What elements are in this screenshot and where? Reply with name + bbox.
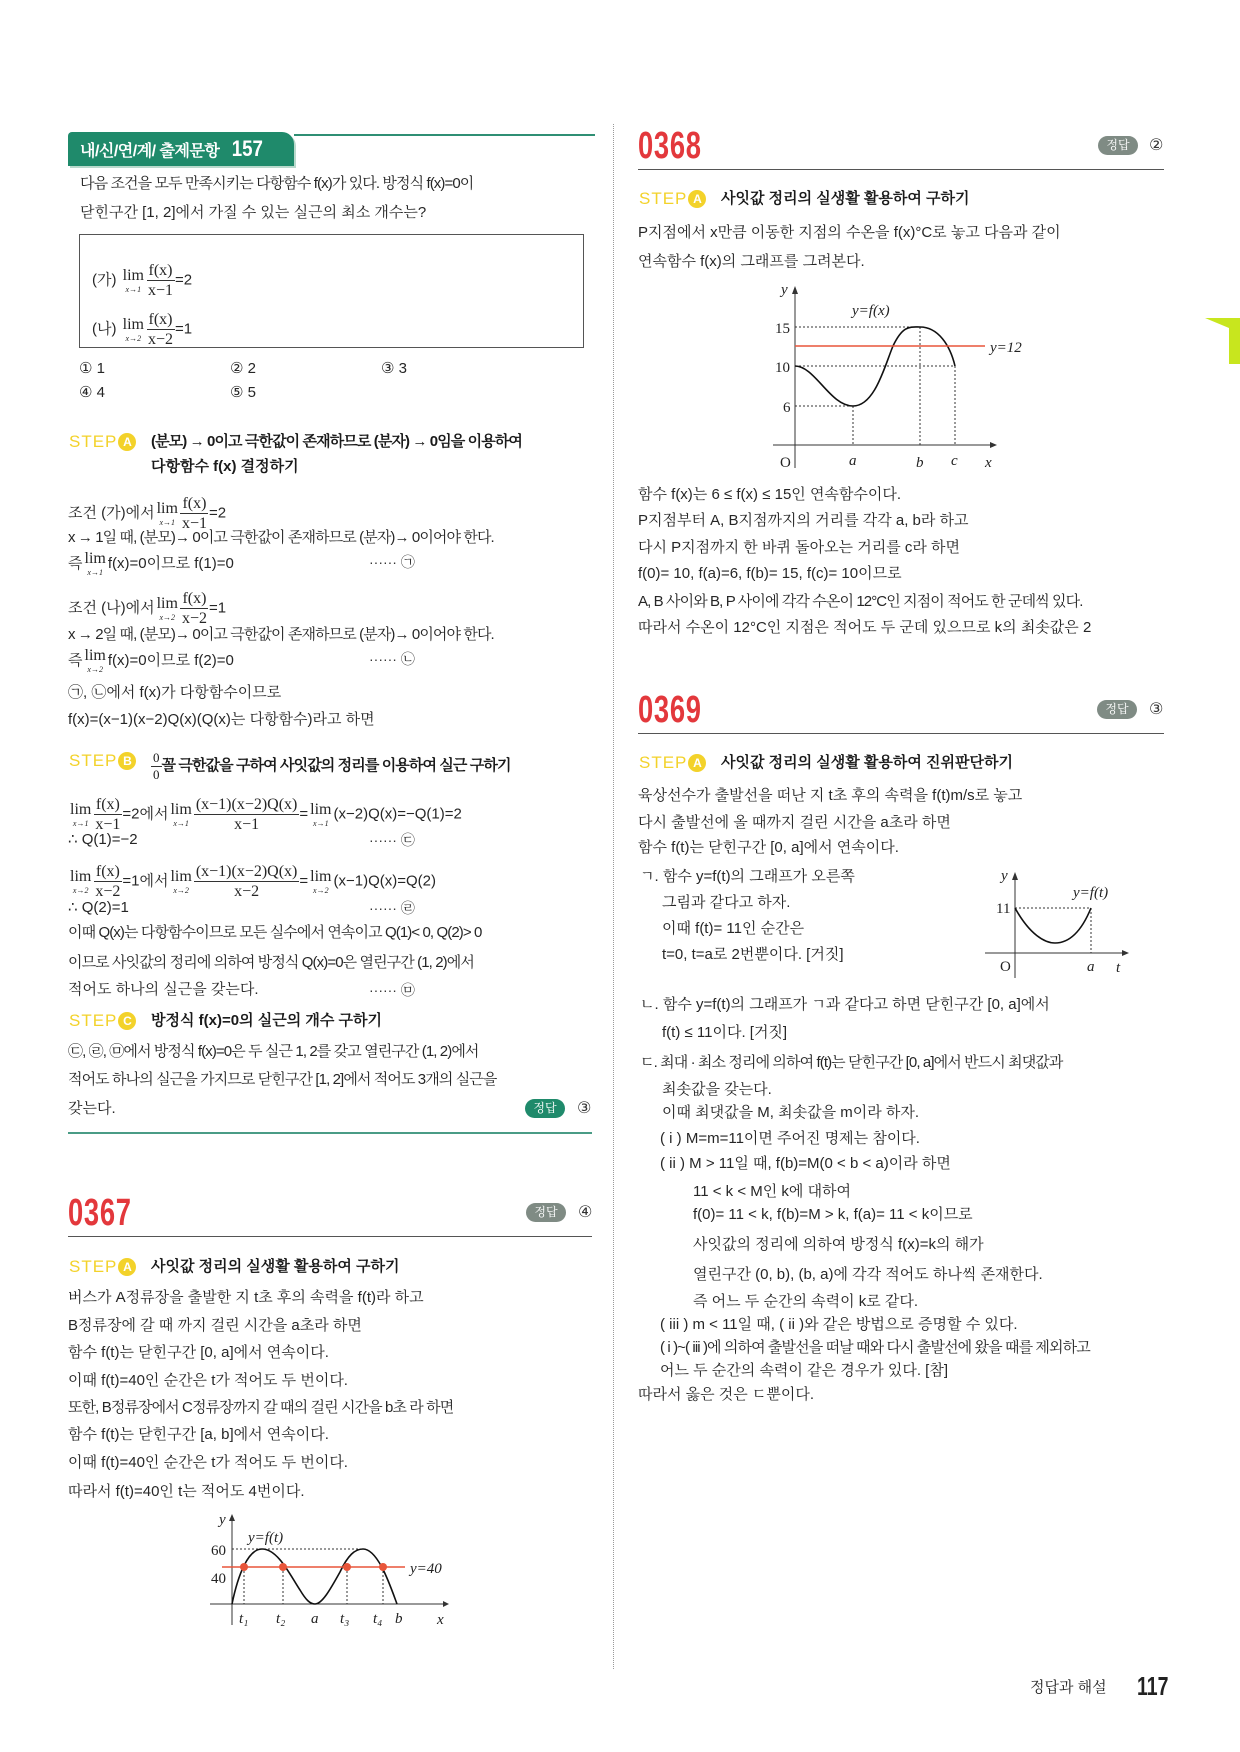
y-tick-label: 40 [211,1571,226,1587]
problem-text: 다음 조건을 모두 만족시키는 다항함수 f(x)가 있다. 방정식 f(x)=0이 [80,175,474,192]
condition-na: (나) lim x→2 $\frac{f(x)}{x-2}$ =1 [92,311,193,349]
question-number: 0369 [638,689,702,731]
solution-line: 버스가 A정류장을 출발한 지 t초 후의 속력을 f(t)라 하고 [68,1289,424,1306]
solution-line: P지점에서 x만큼 이동한 지점의 수온을 f(x)°C로 놓고 다음과 같이 [638,224,1061,241]
line-label: y=40 [410,1561,442,1577]
x-tick-label: b [916,455,924,471]
solution-line: 또한, B정류장에서 C정류장까지 갈 때의 걸린 시간을 b초 라 하면 [68,1399,454,1416]
y-tick-label: 11 [996,901,1011,917]
equation-marker: ······ ㉡ [369,651,415,667]
solution-line: lim x→1 $\frac{f(x)}{x-1}$ =2에서 lim x→1 $\frac{(x-1)(x-2)Q(x)}{x-1}$ = lim x→1 (x−2)Q(x)=−Q(1)=2 [70,796,462,834]
step-c-heading [69,1010,382,1033]
equation-marker: ······ ㉤ [369,982,415,998]
x-tick-label: t₁ [239,1611,249,1627]
choice-1: ① 1 [79,360,105,377]
curve-f-x [795,327,955,406]
chapter-tab-marker [1205,318,1240,364]
y-axis-arrow [792,286,798,294]
answer-value: ③ [1149,701,1164,718]
equation-marker: ······ ㉣ [369,900,415,916]
condition-label: (나) [92,320,117,338]
solution-line: 조건 (나)에서 lim x→2 $\frac{f(x)}{x-2}$ =1 [68,590,227,628]
condition-ga: (가) lim x→1 $\frac{f(x)}{x-1}$ =2 [92,262,193,300]
answer-value: ② [1149,137,1164,154]
step-title: 사잇값 정리의 실생활 활용하여 구하기 [151,1258,400,1275]
y-axis-arrow [1012,872,1018,880]
step-label: STEP [69,432,118,451]
solution-line: f(0)= 10, f(a)=6, f(b)= 15, f(c)= 10이므로 [638,565,902,582]
item-n: ㄴ. 함수 y=f(t)의 그래프가 ㄱ과 같다고 하면 닫힌구간 [0, a]에서 [640,996,1050,1013]
solution-line: 이때 f(t)=40인 순간은 t가 적어도 두 번이다. [68,1454,348,1471]
solution-line: 이때 f(t)=40인 순간은 t가 적어도 두 번이다. [68,1372,348,1389]
question-rule [638,169,1164,170]
solution-line: 이때 Q(x)는 다항함수이므로 모든 실수에서 연속이고 Q(1)< 0, Q(2)> 0 [68,924,482,941]
step-title: $\frac{0}{0}$ 꼴 극한값을 구하여 사잇값의 정리를 이용하여 실근 구하기 [153,750,511,782]
item-d-line: 최솟값을 갖는다. [662,1081,772,1098]
solution-line: 이므로 사잇값의 정리에 의하여 방정식 Q(x)=0은 열린구간 (1, 2)에서 [68,954,474,971]
section-header-number: 157 [232,136,264,161]
x-tick-label: t₃ [340,1611,350,1627]
section-end-rule [68,1132,592,1134]
final-answer-line: 따라서 옳은 것은 ㄷ뿐이다. [638,1386,815,1403]
page-number: 117 [1137,1671,1169,1701]
y-axis-label: y [1001,868,1008,884]
case-detail-line: 즉 어느 두 순간의 속력이 k로 같다. [693,1293,919,1310]
solution-line: f(x)=(x−1)(x−2)Q(x)(Q(x)는 다항함수)라고 하면 [68,711,375,728]
fraction: $\frac{f(x)}{x-1}$ [148,262,174,300]
step-label: STEP [69,751,118,770]
step-letter-badge: C [118,1012,136,1030]
x-tick-label: a [849,453,857,469]
solution-line: 육상선수가 출발선을 떠난 지 t초 후의 속력을 f(t)m/s로 놓고 [638,787,1023,804]
equation-marker: ······ ㉢ [369,832,415,848]
section-header-label: 내/신/연/계/ 출제문항 [80,142,220,160]
step-b-heading [69,750,511,782]
solution-line: 함수 f(x)는 6 ≤ f(x) ≤ 15인 연속함수이다. [638,486,902,503]
solution-line: 함수 f(t)는 닫힌구간 [0, a]에서 연속이다. [638,839,899,856]
equation-marker: ······ ㉠ [369,554,415,570]
step-title: 사잇값 정리의 실생활 활용하여 진위판단하기 [721,754,1013,771]
solution-line: x → 1일 때, (분모)→ 0이고 극한값이 존재하므로 (분자)→ 0이어야 한다. [68,529,494,546]
step-title: 방정식 f(x)=0의 실근의 개수 구하기 [151,1012,382,1029]
case-line: ( ii ) M > 11일 때, f(b)=M(0 < b < a)이라 하면 [660,1155,951,1172]
choice-4: ④ 4 [79,384,105,401]
case-detail-line: f(0)= 11 < k, f(b)=M > k, f(a)= 11 < k이므로 [693,1206,973,1223]
limit: lim x→1 [122,266,144,294]
x-tick-label: b [395,1611,403,1627]
y-axis-label: y [219,1512,226,1528]
step-letter-badge: A [118,433,136,451]
item-n-line: f(t) ≤ 11이다. [거짓] [662,1024,788,1041]
solution-line: 적어도 하나의 실근을 갖는다. [68,981,259,998]
origin-label: O [1000,959,1011,975]
line-label: y=12 [990,340,1022,356]
header-rule [294,134,595,136]
item-g: ㄱ. 함수 y=f(t)의 그래프가 오른쪽 [640,868,855,885]
column-divider [613,124,614,1669]
step-a-heading [69,431,522,454]
case-detail-line: 11 < k < M인 k에 대하여 [693,1183,852,1200]
question-rule [68,1236,592,1237]
x-axis-label: t [1116,960,1121,976]
case-detail-line: 사잇값의 정리에 의하여 방정식 f(x)=k의 해가 [693,1236,984,1253]
x-tick-label: c [951,453,958,469]
footer-section: 정답과 해설 [1030,1679,1107,1696]
step-letter-badge: B [118,752,136,770]
solution-line: ㉠, ㉡에서 f(x)가 다항함수이므로 [68,684,282,701]
step-label: STEP [639,189,688,208]
curve-label: y=f(t) [248,1530,284,1546]
y-tick-label: 15 [775,321,790,337]
solution-line: ∴ Q(1)=−2 [68,831,138,848]
answer-badge: 정답 [1097,700,1137,719]
conclusion-line: 어느 두 순간의 속력이 같은 경우가 있다. [참] [660,1362,949,1379]
intersection-point [279,1563,287,1571]
solution-line: 연속함수 f(x)의 그래프를 그려본다. [638,253,865,270]
step-a-heading [69,1256,400,1279]
x-axis-arrow [990,442,997,448]
step-label: STEP [639,753,688,772]
y-axis-label: y [781,282,788,298]
solution-line: x → 2일 때, (분모)→ 0이고 극한값이 존재하므로 (분자)→ 0이어야 한다. [68,626,494,643]
solution-line: lim x→2 $\frac{f(x)}{x-2}$ =1에서 lim x→2 $\frac{(x-1)(x-2)Q(x)}{x-2}$ = lim x→2 (x−1)Q(x)=Q(2) [70,863,437,901]
step-label: STEP [69,1011,118,1030]
solution-line: A, B 사이와 B, P 사이에 각각 수온이 12°C인 지점이 적어도 한 군데씩 있다. [638,593,1083,610]
step-title: (분모) → 0이고 극한값이 존재하므로 (분자) → 0임을 이용하여 [151,433,522,450]
intersection-point [343,1563,351,1571]
problem-text: 닫힌구간 [1, 2]에서 가질 수 있는 실근의 최소 개수는? [80,204,427,221]
intersection-point [379,1563,387,1571]
case-line: ( iii ) m < 11일 때, ( ii )와 같은 방법으로 증명할 수 있다. [660,1316,1018,1333]
case-line: ( i ) M=m=11이면 주어진 명제는 참이다. [660,1130,920,1147]
conclusion-line: ( i )~( iii )에 의하여 출발선을 떠날 때와 다시 출발선에 왔을 때를 제외하고 [660,1339,1090,1356]
answer-value: ③ [577,1100,592,1117]
step-letter-badge: A [118,1258,136,1276]
item-d-line: 이때 최댓값을 M, 최솟값을 m이라 하자. [662,1104,920,1121]
item-d: ㄷ. 최대 · 최소 정리에 의하여 f(t)는 닫힌구간 [0, a]에서 반드시 최댓값과 [640,1054,1063,1071]
question-number: 0367 [68,1192,132,1234]
step-title-cont: 다항함수 f(x) 결정하기 [151,458,299,475]
curve-f-t [1015,908,1091,943]
fraction: $\frac{f(x)}{x-2}$ [148,311,174,349]
x-axis-arrow [443,1601,449,1607]
solution-line: ㉢, ㉣, ㉤에서 방정식 f(x)=0은 두 실근 1, 2를 갖고 열린구간 (1, 2)에서 [68,1043,479,1060]
step-a-heading [639,752,1013,775]
step-a-heading [639,188,970,211]
y-axis-arrow [229,1514,235,1521]
x-axis-label: x [437,1612,444,1628]
item-g-line: 이때 f(t)= 11인 순간은 [662,920,805,937]
item-g-line: t=0, t=a로 2번뿐이다. [거짓] [662,946,844,963]
solution-line: B정류장에 갈 때 까지 걸린 시간을 a초라 하면 [68,1317,362,1334]
step-letter-badge: A [688,754,706,772]
x-tick-label: a [311,1611,319,1627]
question-rule [638,733,1164,734]
condition-label: (가) [92,271,117,289]
solution-line: 따라서 수온이 12°C인 지점은 적어도 두 군데 있으므로 k의 최솟값은 2 [638,619,1092,636]
answer-badge: 정답 [1098,136,1138,155]
curve-label: y=f(x) [852,303,890,319]
curve-f-t [232,1549,397,1604]
x-tick-label: t₄ [373,1611,383,1627]
solution-line: 적어도 하나의 실근을 가지므로 닫힌구간 [1, 2]에서 적어도 3개의 실근을 [68,1071,497,1088]
intersection-point [240,1563,248,1571]
solution-line: ∴ Q(2)=1 [68,899,129,916]
item-g-line: 그림과 같다고 하자. [662,894,791,911]
choice-3: ③ 3 [381,360,407,377]
answer-badge: 정답 [526,1203,566,1222]
case-detail-line: 열린구간 (0, b), (b, a)에 각각 적어도 하나씩 존재한다. [693,1266,1043,1283]
solution-line: 함수 f(t)는 닫힌구간 [0, a]에서 연속이다. [68,1344,329,1361]
solution-line: 함수 f(t)는 닫힌구간 [a, b]에서 연속이다. [68,1426,329,1443]
x-tick-label: a [1087,959,1095,975]
choice-2: ② 2 [230,360,256,377]
y-tick-label: 6 [783,400,791,416]
step-title: 사잇값 정리의 실생활 활용하여 구하기 [721,190,970,207]
section-header [68,132,294,166]
y-tick-label: 60 [211,1543,226,1559]
solution-line: 즉 lim x→1 f(x)=0이므로 f(1)=0 [68,550,234,577]
solution-line: 갖는다. [68,1100,116,1117]
step-letter-badge: A [688,190,706,208]
solution-line: 즉 lim x→2 f(x)=0이므로 f(2)=0 [68,647,234,674]
question-number: 0368 [638,125,702,167]
choice-5: ⑤ 5 [230,384,256,401]
curve-label: y=f(t) [1073,885,1109,901]
solution-line: 다시 출발선에 올 때까지 걸린 시간을 a초라 하면 [638,814,951,831]
solution-line: P지점부터 A, B지점까지의 거리를 각각 a, b라 하고 [638,512,969,529]
solution-line: 따라서 f(t)=40인 t는 적어도 4번이다. [68,1483,305,1500]
x-axis-arrow [1122,950,1129,956]
x-tick-label: t₂ [276,1611,286,1627]
y-tick-label: 10 [775,360,790,376]
answer-badge: 정답 [525,1099,565,1118]
origin-label: O [780,455,791,471]
answer-value: ④ [578,1204,593,1221]
x-axis-label: x [985,455,992,471]
solution-line: 조건 (가)에서 lim x→1 $\frac{f(x)}{x-1}$ =2 [68,495,227,533]
limit: lim x→2 [122,315,144,343]
step-label: STEP [69,1257,118,1276]
solution-line: 다시 P지점까지 한 바퀴 돌아오는 거리를 c라 하면 [638,539,960,556]
